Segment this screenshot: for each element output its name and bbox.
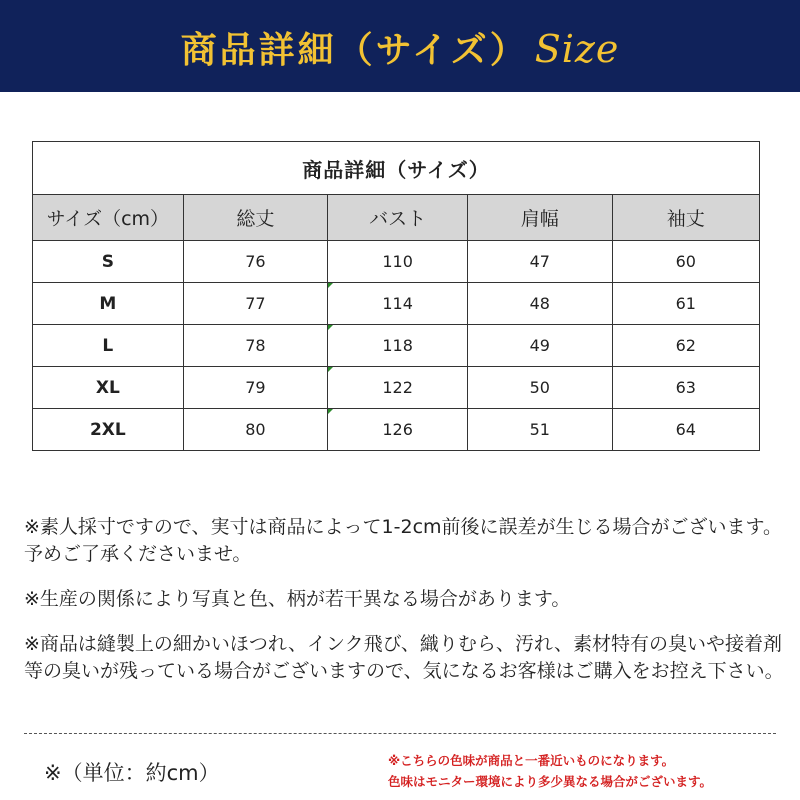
shoulder-cell: 50 [468,367,612,409]
sleeve-cell: 62 [612,325,759,367]
sleeve-cell: 63 [612,367,759,409]
disclaimer-line: 色味はモニター環境により多少異なる場合がございます。 [388,774,713,789]
bust-cell: 118 [328,325,468,367]
table-row [33,409,760,451]
table-header-row [33,195,760,241]
sleeve-cell: 61 [612,283,759,325]
shoulder-cell: 48 [468,283,612,325]
size-label: 2XL [33,409,184,451]
header-length: 総丈 [183,195,327,241]
length-cell: 77 [183,283,327,325]
bust-cell: 122 [328,367,468,409]
length-cell: 78 [183,325,327,367]
bust-cell: 110 [328,241,468,283]
sleeve-cell: 64 [612,409,759,451]
size-label: S [33,241,184,283]
disclaimer-line: ※こちらの色味が商品と一番近いものになります。 [388,753,675,768]
title-banner [0,0,800,92]
color-disclaimer [388,750,712,792]
bust-cell: 126 [328,409,468,451]
sleeve-cell: 60 [612,241,759,283]
shoulder-cell: 47 [468,241,612,283]
table-caption: 商品詳細（サイズ） [33,142,760,195]
table-row [33,367,760,409]
table-row [33,325,760,367]
unit-note: ※（単位：約cm） [44,761,220,785]
table-row [33,283,760,325]
note-quality: ※商品は縫製上の細かいほつれ、インク飛び、織りむら、汚れ、素材特有の臭いや接着剤等の臭いが残っている場合がございますので、気になるお客様はご購入をお控え下さい。 [24,633,784,682]
header-bust: バスト [328,195,468,241]
bust-cell: 114 [328,283,468,325]
size-label: L [33,325,184,367]
size-label: XL [33,367,184,409]
banner-title [0,22,800,73]
header-size: サイズ（cm） [33,195,184,241]
table-row [33,241,760,283]
banner-script-text: Size [534,27,620,71]
note-measurement: ※素人採寸ですので、実寸は商品によって1-2cm前後に誤差が生じる場合がございます。予めご了承くださいませ。 [24,516,783,565]
header-shoulder: 肩幅 [468,195,612,241]
length-cell: 79 [183,367,327,409]
notes-section [24,514,784,703]
length-cell: 80 [183,409,327,451]
shoulder-cell: 49 [468,325,612,367]
dashed-divider [24,733,776,734]
length-cell: 76 [183,241,327,283]
banner-title-text: 商品詳細（サイズ） [180,30,529,71]
shoulder-cell: 51 [468,409,612,451]
size-table [32,141,760,451]
note-color-pattern: ※生産の関係により写真と色、柄が若干異なる場合があります。 [24,588,571,610]
header-sleeve: 袖丈 [612,195,759,241]
size-label: M [33,283,184,325]
